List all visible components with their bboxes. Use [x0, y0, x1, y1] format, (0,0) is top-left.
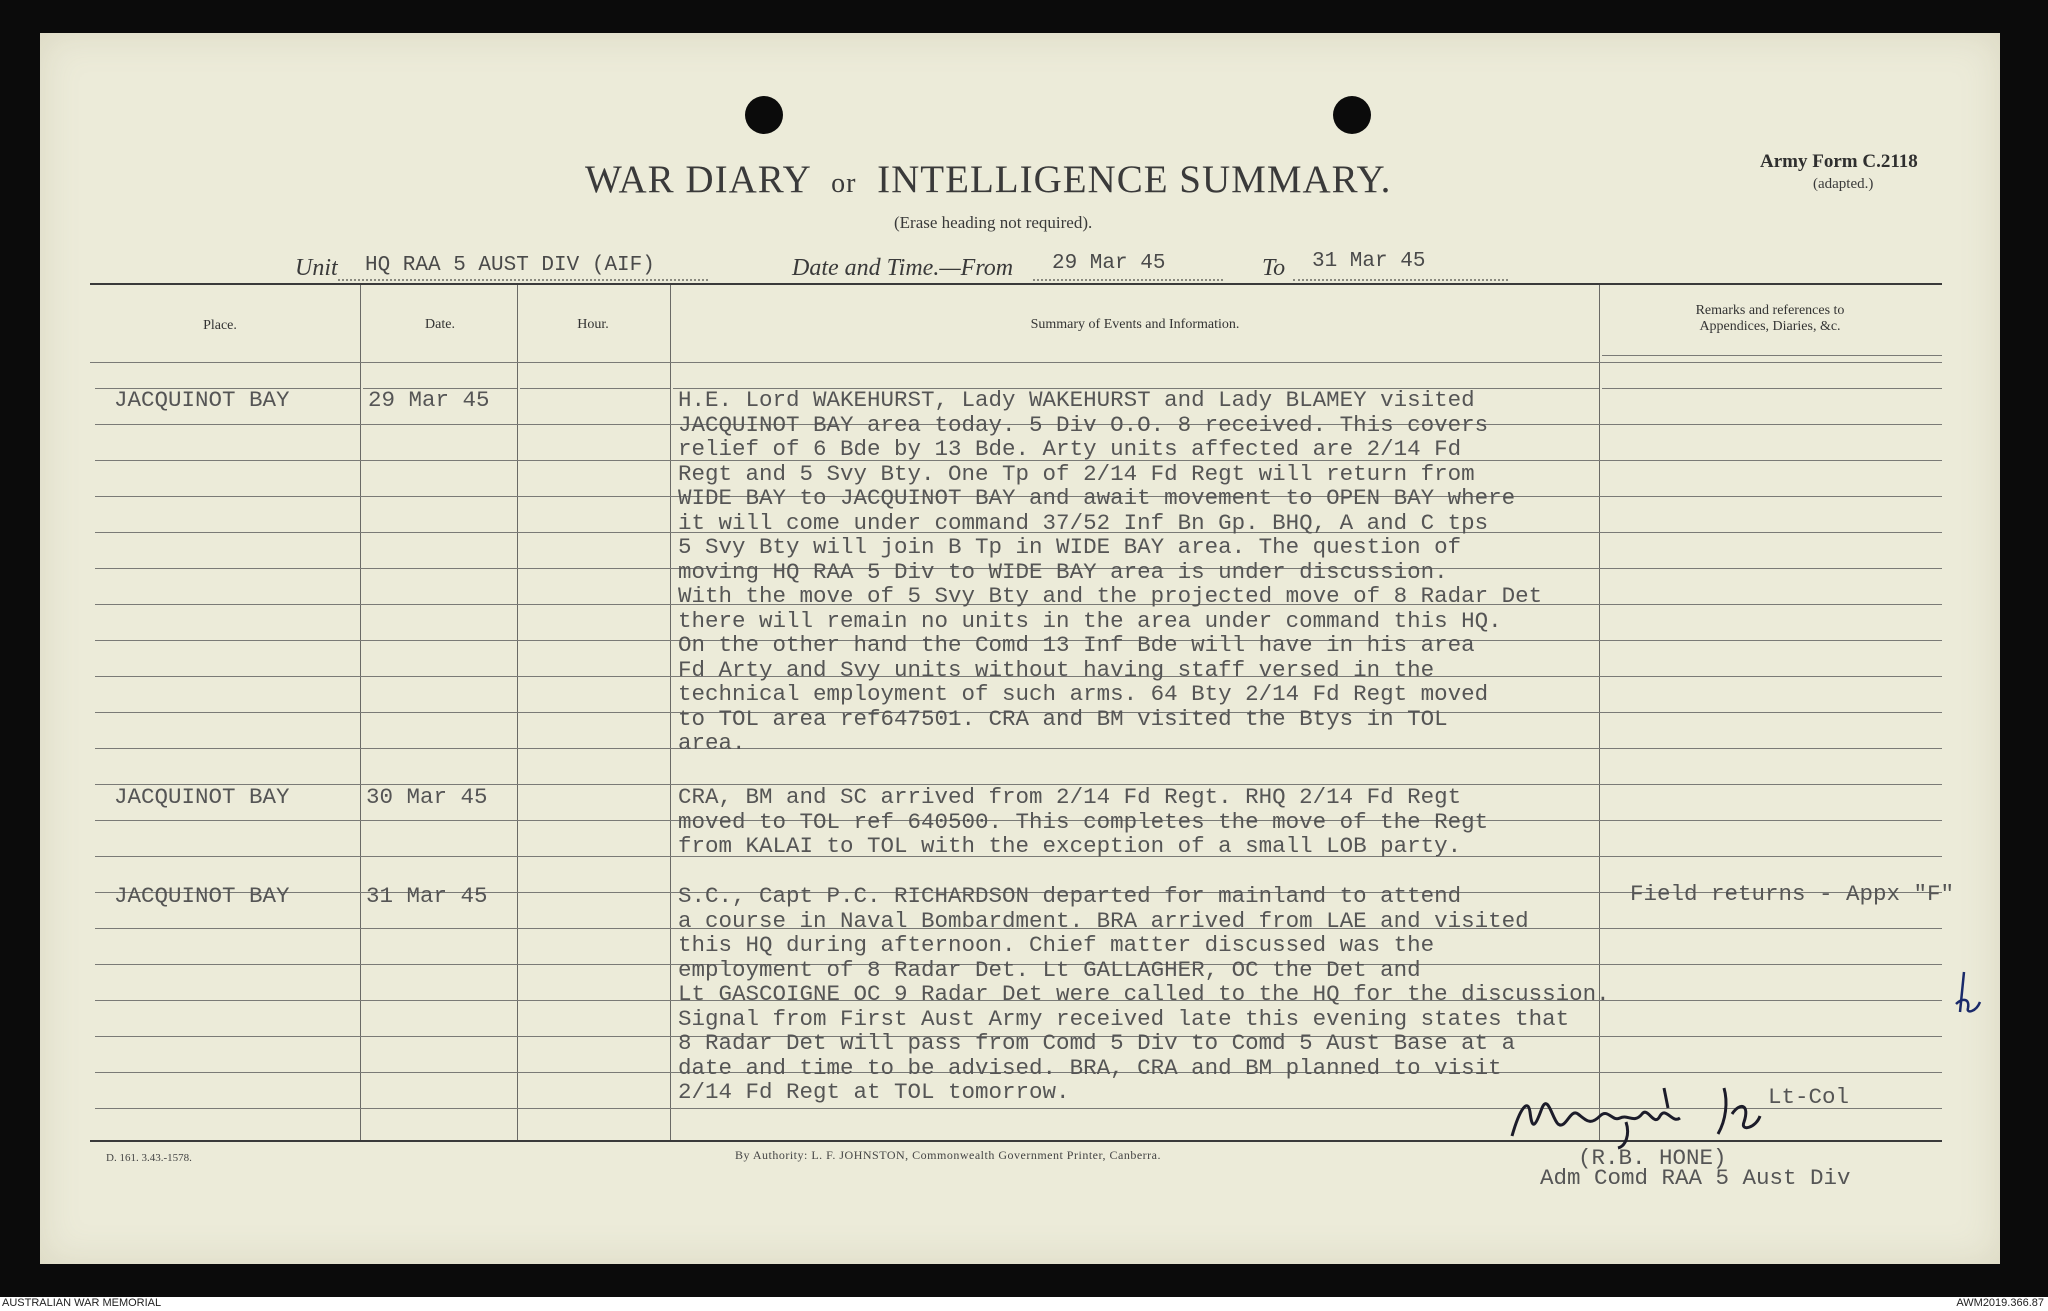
date-to-dotted-line — [1293, 279, 1508, 281]
title-war-diary: WAR DIARY — [585, 158, 811, 201]
entry-place: JACQUINOT BAY — [114, 387, 290, 413]
form-title — [585, 157, 1445, 202]
entry-date: 31 Mar 45 — [366, 883, 488, 909]
entry-remark: Field returns - Appx "F" — [1630, 881, 1955, 907]
date-to-label: To — [1262, 255, 1286, 281]
column-header-date: Date. — [425, 317, 455, 332]
entry-summary: S.C., Capt P.C. RICHARDSON departed for mainland to attend a course in Naval Bombardment. BRA arrived from LAE and visited this HQ during afternoon. Chief matter discussed was the employment of 8 Radar Det. Lt GALLAGHER, OC the Det and Lt GASCOIGNE OC 9 Radar Det were called to the HQ for the discussion. Signal from First Aust Army received late this evening states that 8 Radar Det will pass from Comd 5 Div to Comd 5 Aust Base at a date and time to be advised. BRA, CRA and BM planned to visit 2/14 Fd Regt at TOL tomorrow. — [678, 883, 1610, 1105]
remarks-rule — [1602, 355, 1942, 356]
signature-name: (R.B. HONE) — [1578, 1145, 1727, 1171]
table-top-rule — [90, 283, 1942, 285]
signature-rank: Lt-Col — [1768, 1084, 1850, 1110]
signature-appointment: Adm Comd RAA 5 Aust Div — [1540, 1165, 1851, 1191]
adapted-note: (adapted.) — [1813, 176, 1874, 192]
form-code: D. 161. 3.43.-1578. — [106, 1152, 192, 1164]
handwritten-initials — [1710, 1082, 1770, 1142]
army-form-number: Army Form C.2118 — [1760, 151, 1918, 172]
date-to-value: 31 Mar 45 — [1312, 250, 1426, 273]
header-rule — [90, 362, 1942, 363]
column-header-remarks: Remarks and references to Appendices, Diaries, &c. — [1695, 303, 1845, 334]
unit-label: Unit — [295, 255, 338, 281]
unit-dotted-line — [338, 279, 708, 281]
unit-value: HQ RAA 5 AUST DIV (AIF) — [365, 254, 655, 277]
archive-reference: AWM2019.366.87 — [1956, 1297, 2044, 1309]
archive-name: AUSTRALIAN WAR MEMORIAL — [2, 1297, 162, 1309]
date-from-label: Date and Time.—From — [792, 255, 1014, 281]
erase-note: (Erase heading not required). — [894, 213, 1093, 232]
date-from-dotted-line — [1033, 279, 1223, 281]
margin-initial — [1946, 970, 1986, 1020]
punch-hole — [745, 96, 783, 134]
entry-summary: CRA, BM and SC arrived from 2/14 Fd Regt. RHQ 2/14 Fd Regt moved to TOL ref 640500. This completes the move of the Regt from KALAI to TOL with the exception of a small LOB party. — [678, 784, 1489, 859]
archive-strip — [0, 1297, 2048, 1311]
entry-place: JACQUINOT BAY — [114, 784, 290, 810]
entry-summary: H.E. Lord WAKEHURST, Lady WAKEHURST and Lady BLAMEY visited JACQUINOT BAY area today. 5 Div O.O. 8 received. This covers relief of 6 Bde by 13 Bde. Arty units affected are 2/14 Fd Regt and 5 Svy Bty. One Tp of 2/14 Fd Regt will return from WIDE BAY to JACQUINOT BAY and await movement to OPEN BAY where it will come under command 37/52 Inf Bn Gp. BHQ, A and C tps 5 Svy Bty will join B Tp in WIDE BAY area. The question of moving HQ RAA 5 Div to WIDE BAY area is under discussion. With the move of 5 Svy Bty and the projected move of 8 Radar Det there will remain no units in the area under command this HQ. On the other hand the Comd 13 Inf Bde will have in his area Fd Arty and Svy units without having staff versed in the technical employment of such arms. 64 Bty 2/14 Fd Regt moved to TOL area ref647501. CRA and BM visited the Btys in TOL area. — [678, 387, 1543, 756]
title-intelligence-summary: INTELLIGENCE SUMMARY. — [877, 158, 1392, 201]
column-header-summary: Summary of Events and Information. — [1030, 317, 1240, 332]
date-from-value: 29 Mar 45 — [1052, 252, 1166, 275]
printer-authority: By Authority: L. F. JOHNSTON, Commonwealth Government Printer, Canberra. — [735, 1148, 1161, 1162]
column-header-place: Place. — [203, 318, 237, 333]
punch-hole — [1333, 96, 1371, 134]
entry-place: JACQUINOT BAY — [114, 883, 290, 909]
handwritten-signature — [1508, 1078, 1698, 1150]
column-header-hour: Hour. — [577, 317, 609, 332]
entry-date: 29 Mar 45 — [368, 387, 490, 413]
entry-date: 30 Mar 45 — [366, 784, 488, 810]
title-or: or — [831, 168, 857, 199]
